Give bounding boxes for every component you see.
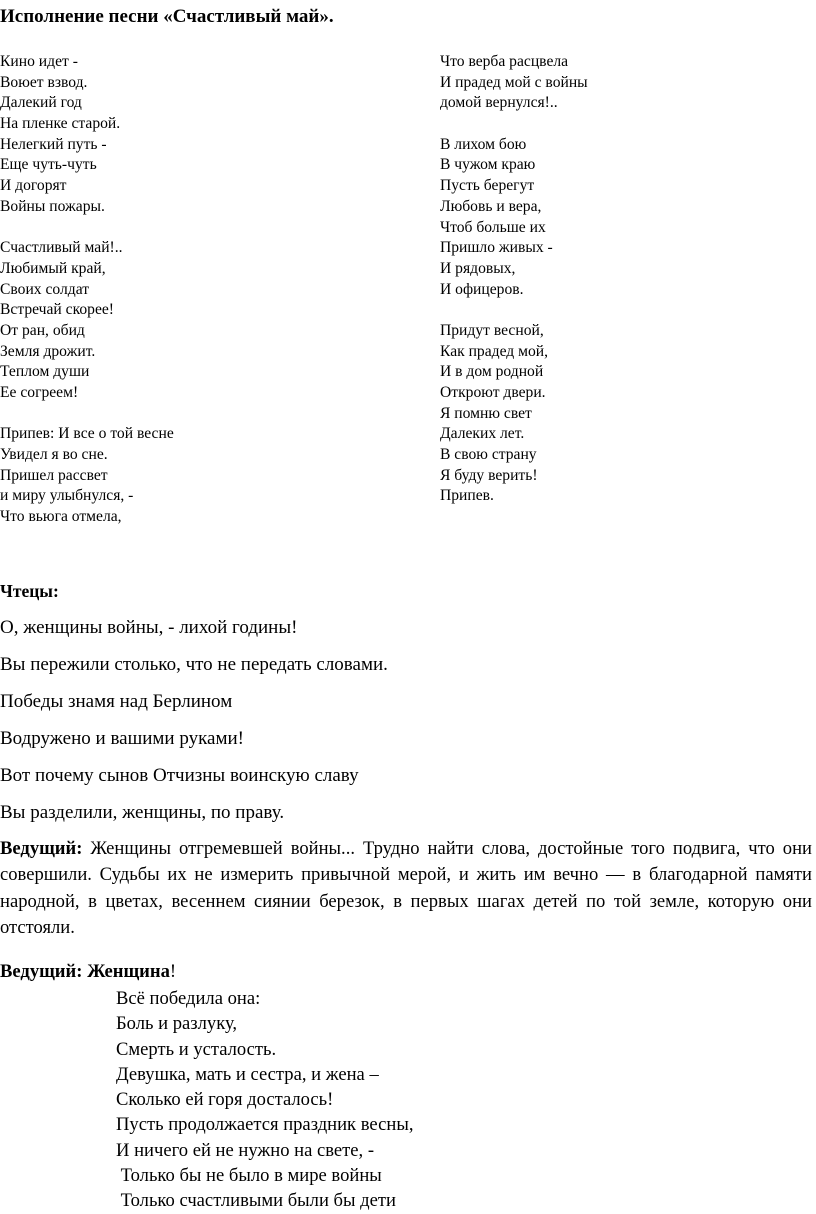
song-line: От ран, обид [0, 321, 85, 339]
song-line: И прадед мой с войны [440, 73, 588, 91]
song-line: Земля дрожит. [0, 342, 96, 360]
poem-line: Победы знамя над Берлином [0, 691, 233, 712]
woman-poem [116, 986, 413, 1214]
song-line [0, 404, 420, 425]
song-line: Ее согреем! [0, 384, 79, 401]
song-line: Откроют двери. [440, 384, 546, 401]
song-line: И рядовых, [440, 259, 516, 277]
song-line: и миру улыбнулся, - [0, 487, 134, 505]
poem-line: Только счастливыми были бы дети [116, 1190, 396, 1212]
host-label-woman: Ведущий: Женщина [0, 961, 170, 982]
song-line: Воюет взвод. [0, 73, 88, 91]
poem-line: Пусть продолжается праздник весны, [116, 1114, 414, 1136]
poem-line: Вы пережили столько, что не передать словами. [0, 654, 388, 675]
song-line: Счастливый май!.. [0, 239, 123, 257]
song-line: Встречай скорее! [0, 301, 114, 319]
poem-line: И ничего ей не нужно на свете, - [116, 1139, 375, 1161]
poem-line: Только бы не было в мире войны [116, 1165, 382, 1187]
song-line: Припев. [440, 487, 494, 505]
song-lyrics-right-column [440, 52, 810, 507]
host-text: Женщины отгремевшей войны... Трудно найти слова, достойные того подвига, что они совершили. Судьбы их не измерить привычной мерой, и жить им вечно — в благодарной памяти народной, в цветах, весеннем сиянии березок, в первых шагах детей по той земле, которую они отстояли. [0, 838, 812, 938]
song-line: Кино идет - [0, 53, 78, 70]
song-line: Теплом души [0, 363, 90, 381]
poem-line: Смерть и усталость. [116, 1038, 277, 1060]
song-line: Чтоб больше их [440, 218, 546, 236]
song-line: Своих солдат [0, 280, 90, 298]
poem-line: О, женщины войны, - лихой годины! [0, 617, 298, 638]
song-line: Что верба расцвела [440, 53, 569, 70]
song-line: Войны пожары. [0, 197, 105, 215]
song-line: Как прадед мой, [440, 342, 549, 360]
host-label: Ведущий: [0, 838, 83, 859]
song-line: Я буду верить! [440, 466, 538, 484]
song-line [440, 114, 810, 135]
song-line: На пленке старой. [0, 115, 121, 133]
song-line: Припев: И все о той весне [0, 425, 174, 443]
song-line: Что вьюга отмела, [0, 508, 122, 526]
readers-heading: Чтецы: [0, 581, 59, 601]
song-line: домой вернулся!.. [440, 94, 558, 112]
song-line [440, 300, 810, 321]
song-line: Еще чуть-чуть [0, 156, 97, 174]
song-line: В свою страну [440, 446, 537, 464]
poem-line: Вот почему сынов Отчизны воинскую славу [0, 765, 359, 786]
host-intro-line [0, 961, 176, 983]
song-line: Нелегкий путь - [0, 135, 107, 153]
song-line [0, 218, 420, 239]
poem-line: Всё победила она: [116, 988, 261, 1009]
song-line: В чужом краю [440, 156, 536, 174]
song-line: И в дом родной [440, 363, 544, 381]
poem-line: Девушка, мать и сестра, и жена – [116, 1063, 379, 1085]
song-line: Любимый край, [0, 259, 106, 277]
song-line: Далекий год [0, 94, 82, 112]
song-line: И офицеров. [440, 280, 524, 298]
song-line: Пришло живых - [440, 239, 553, 257]
song-line: Далеких лет. [440, 425, 525, 443]
song-line: Пришел рассвет [0, 466, 108, 484]
poem-line: Водружено и вашими руками! [0, 728, 244, 749]
song-line: Придут весной, [440, 321, 544, 339]
song-line: И догорят [0, 177, 67, 195]
poem-line: Вы разделили, женщины, по праву. [0, 802, 285, 823]
readers-poem [0, 617, 388, 839]
song-line: В лихом бою [440, 135, 527, 153]
song-line: Увидел я во сне. [0, 446, 108, 464]
poem-line: Сколько ей горя досталось! [116, 1089, 334, 1111]
host-paragraph [0, 836, 812, 941]
song-title: Исполнение песни «Счастливый май». [0, 6, 334, 27]
host-exclamation: ! [169, 961, 177, 982]
song-line: Я помню свет [440, 404, 532, 422]
song-line: Пусть берегут [440, 177, 535, 195]
song-line: Любовь и вера, [440, 197, 542, 215]
poem-line: Боль и разлуку, [116, 1013, 238, 1035]
song-lyrics-left-column [0, 52, 420, 528]
